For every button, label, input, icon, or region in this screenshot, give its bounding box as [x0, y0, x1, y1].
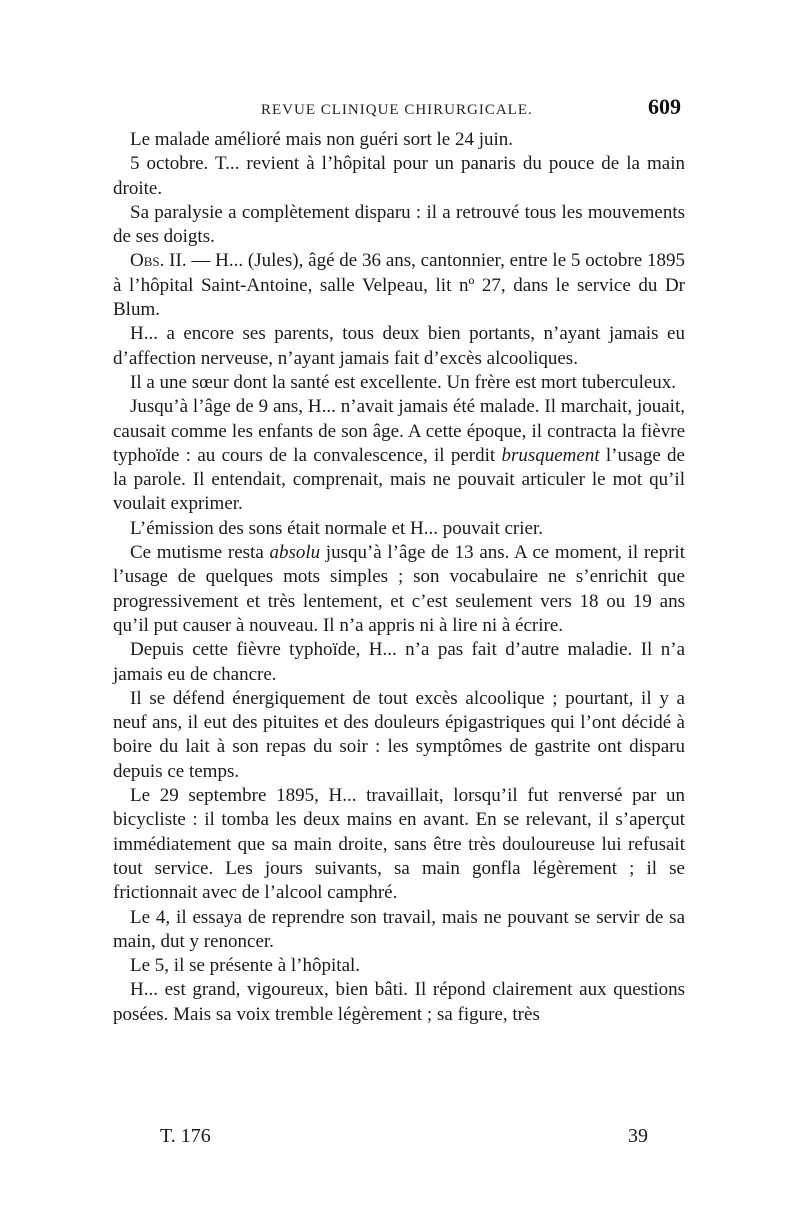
paragraph-text: Le 29 septembre 1895, H... travaillait, lorsqu’il fut renversé par un bicycliste : il tomba les deux mains en avant. En se relevant, il s’aperçut immédiatement que sa main droite, sans être très douloureuse lui refusait tout service. Les jours suivants, sa main gonfla légèrement ; il se frictionnait avec de l’alcool camphré. [113, 785, 685, 904]
volume-signature: T. 176 [160, 1125, 211, 1147]
paragraph [113, 128, 685, 152]
paragraph-text: Il se défend énergiquement de tout excès alcoolique ; pourtant, il y a neuf ans, il eut des pituites et des douleurs épigastriques qui l’ont décidé à boire du lait à son repas du soir : les symptômes de gastrite ont disparu depuis ce temps. [113, 687, 685, 782]
paragraph-text: — H... (Jules), âgé de 36 ans, cantonnier, entre le 5 octobre 1895 à l’hôpital Saint-Antoine, salle Velpeau, lit nº 27, dans le service du Dr Blum. [113, 250, 685, 321]
paragraph [113, 395, 685, 516]
paragraph-text: l’usage de la parole. Il entendait, comprenait, mais ne pouvait articuler le mot qu’il voulait exprimer. [113, 444, 685, 515]
running-title: REVUE CLINIQUE CHIRURGICALE. [261, 102, 533, 118]
paragraph-text: L’émission des sons était normale et H... pouvait crier. [130, 517, 543, 539]
paragraph-text: Le malade amélioré mais non guéri sort le 24 juin. [130, 129, 514, 150]
paragraph [113, 687, 685, 784]
page-number: 609 [648, 94, 681, 119]
paragraph [113, 249, 685, 322]
paragraph-text: H... est grand, vigoureux, bien bâti. Il répond clairement aux questions posées. Mais sa voix tremble légèrement ; sa figure, très [113, 979, 685, 1025]
paragraph [113, 906, 685, 955]
paragraph [113, 152, 685, 201]
paragraph-text: Sa paralysie a complètement disparu : il a retrouvé tous les mouvements de ses doigts. [113, 201, 685, 248]
paragraph [113, 322, 685, 371]
paragraph-text: jusqu’à l’âge de 13 ans. A ce moment, il reprit l’usage de quelques mots simples ; son vocabulaire ne s’enrichit que progressivement et très lentement, et c’est seulement vers 18 ou 19 ans qu’il put causer à nouveau. Il n’a appris ni à lire ni à écrire. [113, 542, 685, 636]
paragraph [113, 541, 685, 638]
paragraph-text: Le 4, il essaya de reprendre son travail, mais ne pouvant se servir de sa main, dut y renoncer. [113, 906, 685, 952]
paragraph-text: Il a une sœur dont la santé est excellente. Un frère est mort tuberculeux. [130, 371, 677, 393]
emphasized-word: absolu [269, 542, 321, 564]
paragraph-text: Ce mutisme resta [130, 542, 270, 564]
paragraph-text: 5 octobre. T... revient à l’hôpital pour un panaris du pouce de la main droite. [113, 153, 685, 199]
paragraph [113, 638, 685, 687]
paragraph [113, 978, 685, 1027]
paragraph-text: Jusqu’à l’âge de 9 ans, H... n’avait jamais été malade. Il marchait, jouait, causait comme les enfants de son âge. A cette époque, il contracta la fièvre typhoïde : au cours de la convalescence, il perdit [113, 396, 685, 466]
paragraph-text: H... a encore ses parents, tous deux bien portants, n’ayant jamais eu d’affection nerveuse, n’ayant jamais fait d’excès alcooliques. [113, 323, 685, 369]
page-footer [160, 1125, 648, 1155]
paragraph [113, 784, 685, 905]
page-header [113, 94, 687, 124]
paragraph [113, 371, 685, 395]
sheet-signature: 39 [628, 1125, 648, 1147]
paragraph-text: Depuis cette fièvre typhoïde, H... n’a pas fait d’autre maladie. Il n’a jamais eu de chancre. [113, 639, 685, 685]
observation-label: Obs. II. [130, 250, 187, 272]
body-text [113, 128, 685, 1027]
emphasized-word: brusquement [501, 444, 600, 466]
paragraph [113, 954, 685, 978]
paragraph-text: Le 5, il se présente à l’hôpital. [130, 955, 361, 977]
paragraph [113, 201, 685, 250]
paragraph [113, 517, 685, 541]
